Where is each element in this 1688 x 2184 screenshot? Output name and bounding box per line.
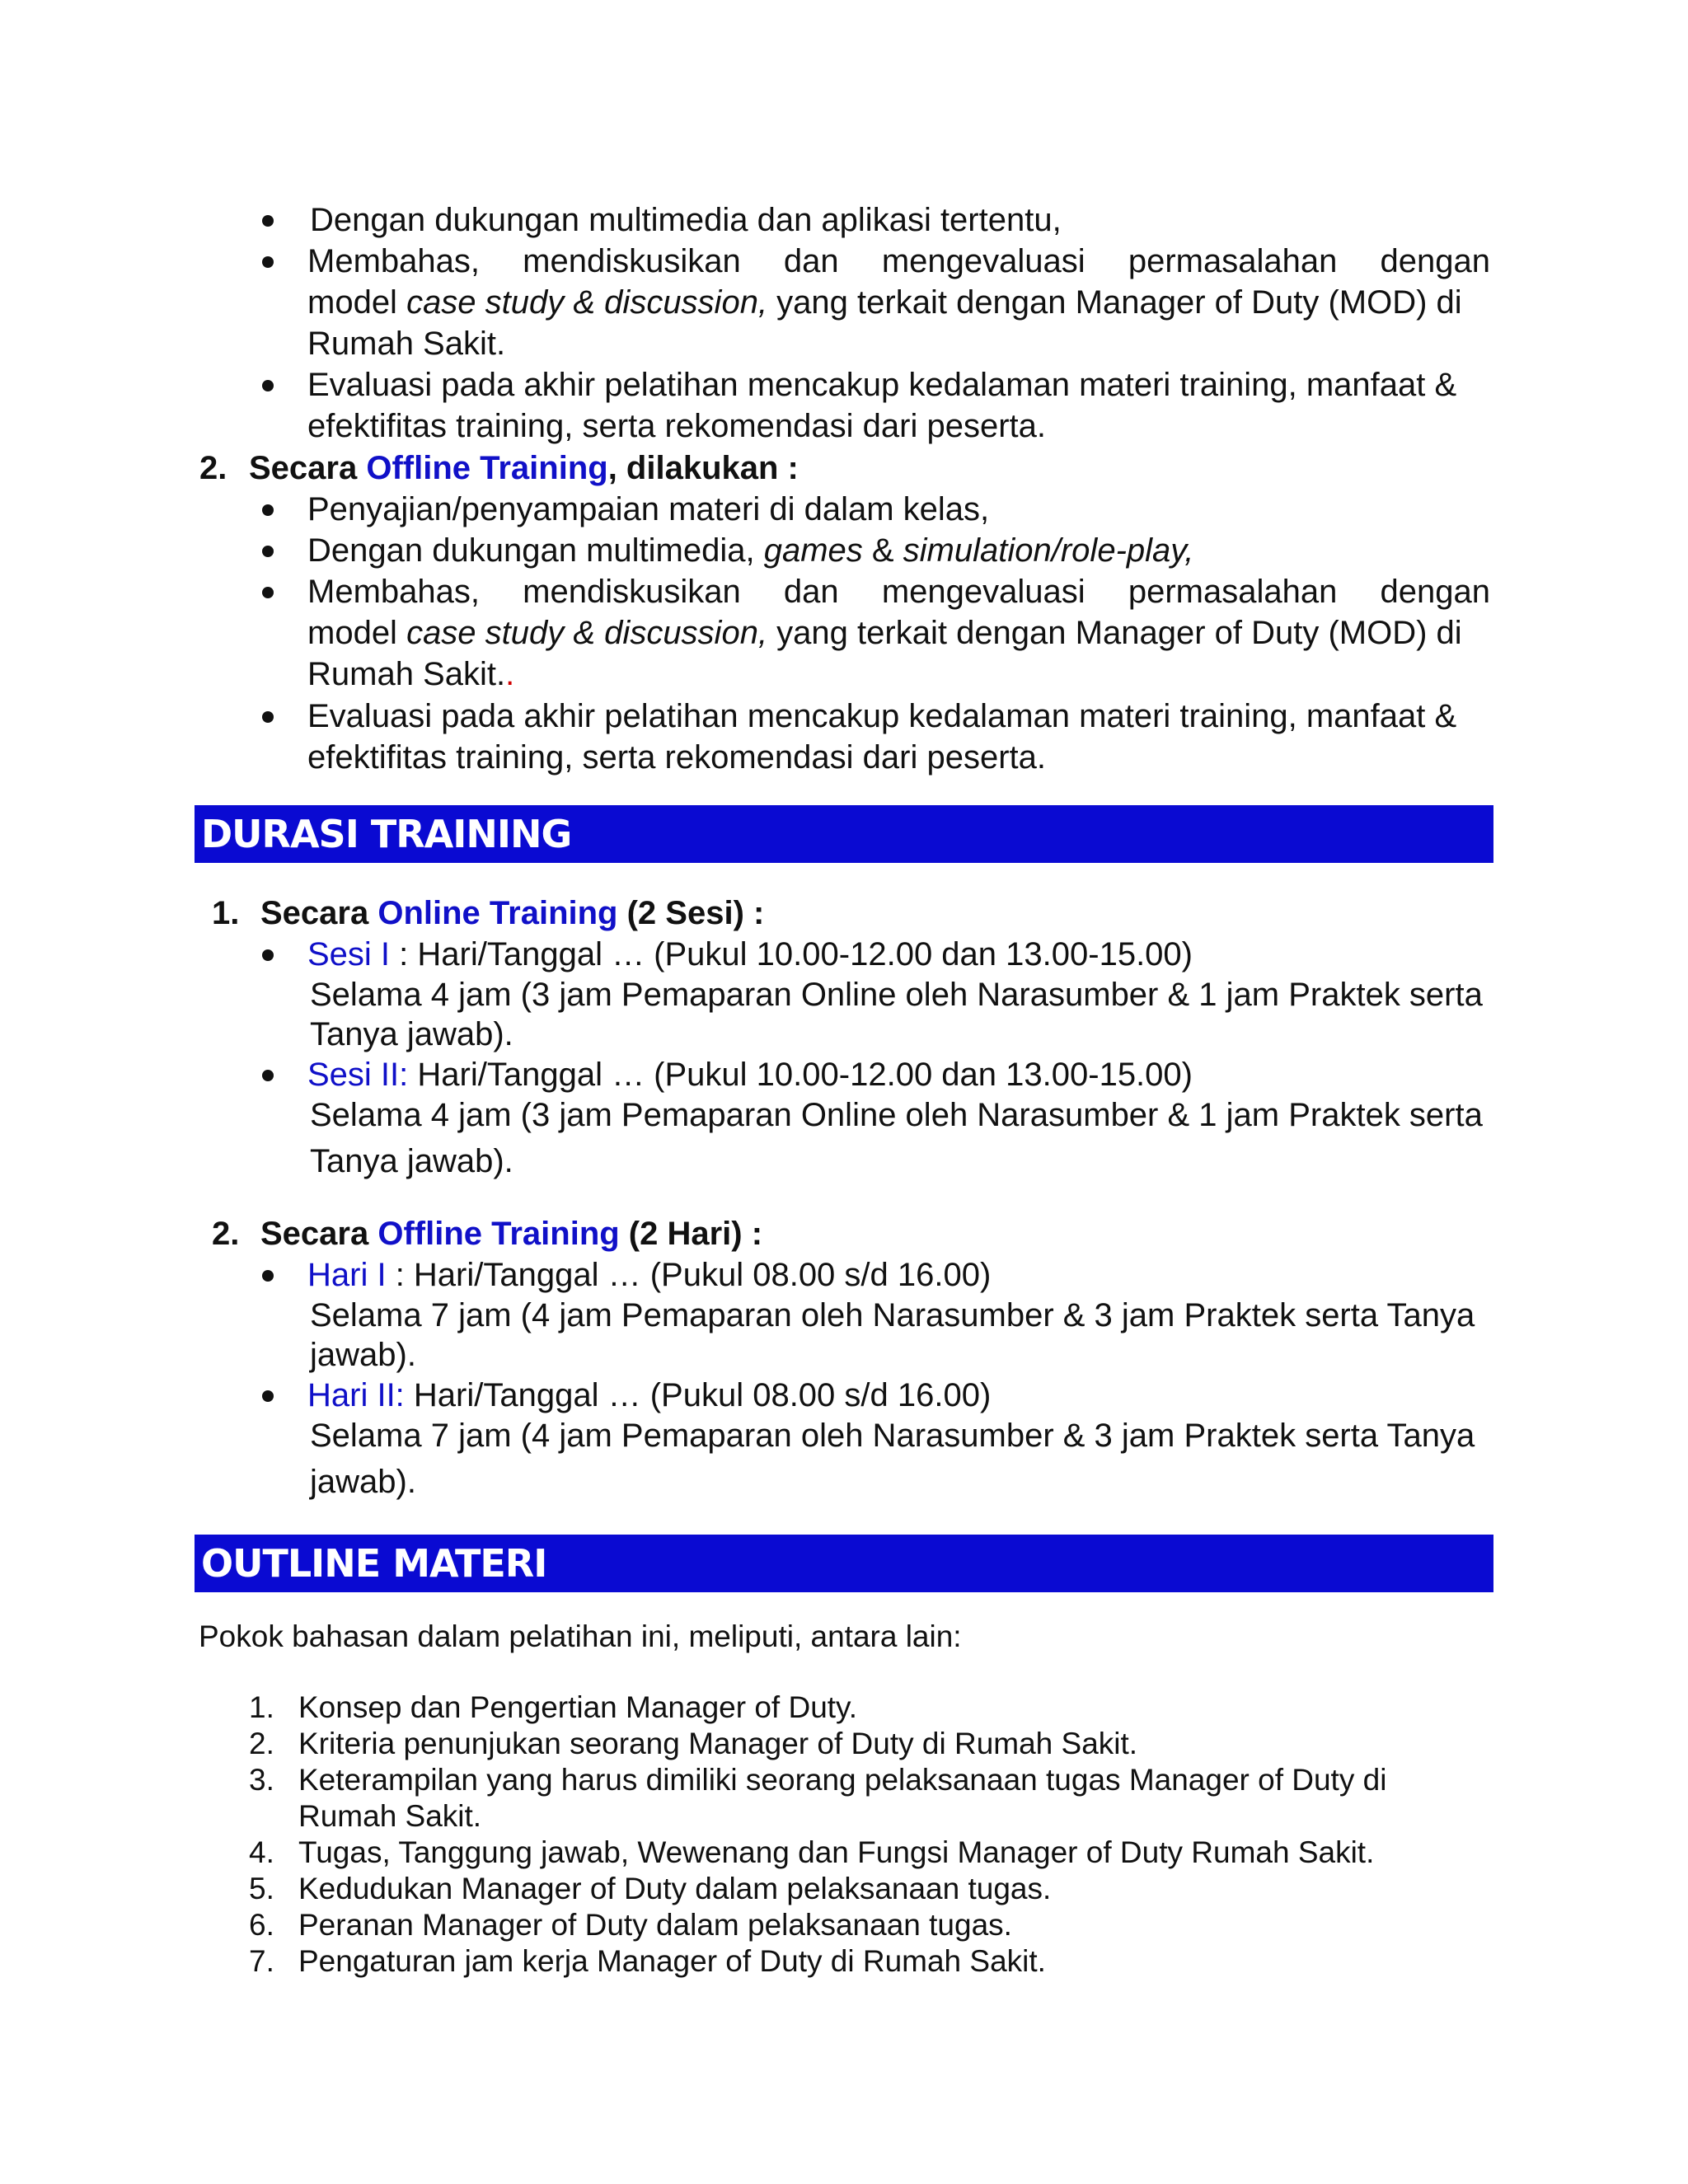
section-banner-outline: OUTLINE MATERI bbox=[195, 1535, 1493, 1592]
list-number: 1. bbox=[249, 1690, 274, 1724]
text-run: , dilakukan : bbox=[607, 450, 799, 486]
list-item-continuation: Tanya jawab). bbox=[310, 1016, 513, 1052]
list-item-continuation: Selama 7 jam (4 jam Pemaparan oleh Narasumber & 3 jam Praktek serta Tanya bbox=[310, 1297, 1475, 1333]
text-run: Hari/Tanggal … (Pukul 10.00-12.00 dan 13.00-15.00) bbox=[408, 1057, 1193, 1093]
text-run: . bbox=[505, 656, 515, 692]
outline-item: Tugas, Tanggung jawab, Wewenang dan Fungsi Manager of Duty Rumah Sakit. bbox=[298, 1835, 1375, 1869]
session-label: Sesi I bbox=[307, 936, 391, 972]
bullet-icon bbox=[262, 1070, 274, 1081]
list-item: Dengan dukungan multimedia dan aplikasi tertentu, bbox=[310, 202, 1062, 238]
list-number: 7. bbox=[249, 1944, 274, 1978]
text-run: model bbox=[307, 615, 407, 651]
list-item bbox=[307, 934, 1193, 975]
list-number: 4. bbox=[249, 1835, 274, 1869]
list-item-continuation: Tanya jawab). bbox=[310, 1143, 513, 1179]
text-run: (2 Hari) : bbox=[619, 1216, 763, 1252]
outline-intro: Pokok bahasan dalam pelatihan ini, meliputi, antara lain: bbox=[199, 1619, 962, 1653]
text-run: case study & discussion, bbox=[406, 284, 768, 321]
list-item-continuation bbox=[307, 612, 1462, 654]
outline-item: Pengaturan jam kerja Manager of Duty di Rumah Sakit. bbox=[298, 1944, 1046, 1978]
list-item: Evaluasi pada akhir pelatihan mencakup kedalaman materi training, manfaat & bbox=[307, 367, 1457, 403]
text-run: : Hari/Tanggal … (Pukul 10.00-12.00 dan 13.00-15.00) bbox=[390, 936, 1193, 972]
outline-item: Kriteria penunjukan seorang Manager of Duty di Rumah Sakit. bbox=[298, 1727, 1138, 1760]
bullet-icon bbox=[262, 546, 274, 557]
day-label: Hari I bbox=[307, 1257, 387, 1293]
bullet-icon bbox=[262, 380, 274, 391]
day-label: Hari II: bbox=[307, 1377, 405, 1413]
list-item bbox=[307, 1254, 991, 1296]
text-run: model bbox=[307, 284, 407, 321]
text-run: Rumah Sakit. bbox=[307, 656, 506, 692]
text-run: Secara bbox=[260, 895, 378, 931]
list-number: 2. bbox=[249, 1727, 274, 1760]
text-run: yang terkait dengan Manager of Duty (MOD) di bbox=[767, 615, 1462, 651]
list-item-continuation: efektifitas training, serta rekomendasi dari peserta. bbox=[307, 739, 1046, 776]
list-item-continuation: efektifitas training, serta rekomendasi dari peserta. bbox=[307, 408, 1046, 444]
bullet-icon bbox=[262, 711, 274, 723]
text-run: simulation/role-play, bbox=[903, 532, 1194, 569]
list-number: 5. bbox=[249, 1872, 274, 1905]
offline-training-heading bbox=[260, 1213, 762, 1254]
bullet-icon bbox=[262, 1270, 274, 1282]
list-number: 1. bbox=[212, 895, 240, 931]
list-item-continuation bbox=[307, 654, 514, 695]
list-item bbox=[307, 1054, 1193, 1095]
bullet-icon bbox=[262, 504, 274, 516]
list-item-continuation: Selama 4 jam (3 jam Pemaparan Online oleh Narasumber & 1 jam Praktek serta bbox=[310, 1097, 1483, 1133]
text-run: case study & discussion, bbox=[406, 615, 768, 651]
session-label: Sesi II: bbox=[307, 1057, 409, 1093]
text-run: games bbox=[763, 532, 863, 569]
bullet-icon bbox=[262, 949, 274, 961]
text-run: : Hari/Tanggal … (Pukul 08.00 s/d 16.00) bbox=[386, 1257, 992, 1293]
outline-item: Keterampilan yang harus dimiliki seorang pelaksanaan tugas Manager of Duty di bbox=[298, 1763, 1387, 1797]
section-banner-durasi: DURASI TRAINING bbox=[195, 805, 1493, 863]
bullet-icon bbox=[262, 256, 274, 268]
text-run: Dengan dukungan multimedia, bbox=[307, 532, 764, 569]
list-item-continuation: jawab). bbox=[310, 1464, 416, 1500]
text-run: Offline Training bbox=[377, 1216, 620, 1252]
bullet-icon bbox=[262, 1390, 274, 1402]
online-training-heading bbox=[260, 893, 764, 934]
list-item-continuation bbox=[307, 282, 1462, 323]
outline-item-continuation: Rumah Sakit. bbox=[298, 1799, 482, 1833]
outline-item: Konsep dan Pengertian Manager of Duty. bbox=[298, 1690, 858, 1724]
bullet-icon bbox=[262, 587, 274, 598]
list-item: Membahas, mendiskusikan dan mengevaluasi permasalahan dengan bbox=[307, 574, 1490, 610]
list-item-continuation: jawab). bbox=[310, 1337, 416, 1373]
list-number: 6. bbox=[249, 1908, 274, 1942]
list-number: 2. bbox=[212, 1216, 240, 1252]
text-run: yang terkait dengan Manager of Duty (MOD) di bbox=[767, 284, 1462, 321]
text-run: Secara bbox=[260, 1216, 378, 1252]
offline-delivery-heading bbox=[249, 448, 799, 489]
list-item: Penyajian/penyampaian materi di dalam kelas, bbox=[307, 491, 990, 527]
list-item-continuation: Rumah Sakit. bbox=[307, 326, 506, 362]
text-run: (2 Sesi) : bbox=[617, 895, 765, 931]
list-number: 2. bbox=[199, 450, 227, 486]
outline-item: Kedudukan Manager of Duty dalam pelaksanaan tugas. bbox=[298, 1872, 1052, 1905]
outline-item: Peranan Manager of Duty dalam pelaksanaan tugas. bbox=[298, 1908, 1012, 1942]
text-run: Secara bbox=[249, 450, 367, 486]
list-item-continuation: Selama 4 jam (3 jam Pemaparan Online oleh Narasumber & 1 jam Praktek serta bbox=[310, 977, 1483, 1013]
bullet-icon bbox=[262, 215, 274, 227]
list-item-continuation: Selama 7 jam (4 jam Pemaparan oleh Narasumber & 3 jam Praktek serta Tanya bbox=[310, 1418, 1475, 1454]
list-item bbox=[307, 1375, 991, 1416]
list-number: 3. bbox=[249, 1763, 274, 1797]
text-run: Online Training bbox=[377, 895, 618, 931]
list-item bbox=[307, 530, 1193, 571]
list-item: Membahas, mendiskusikan dan mengevaluasi permasalahan dengan bbox=[307, 243, 1490, 279]
text-run: Hari/Tanggal … (Pukul 08.00 s/d 16.00) bbox=[404, 1377, 992, 1413]
text-run: Offline Training bbox=[366, 450, 608, 486]
list-item: Evaluasi pada akhir pelatihan mencakup kedalaman materi training, manfaat & bbox=[307, 698, 1457, 734]
text-run: & bbox=[862, 532, 903, 569]
